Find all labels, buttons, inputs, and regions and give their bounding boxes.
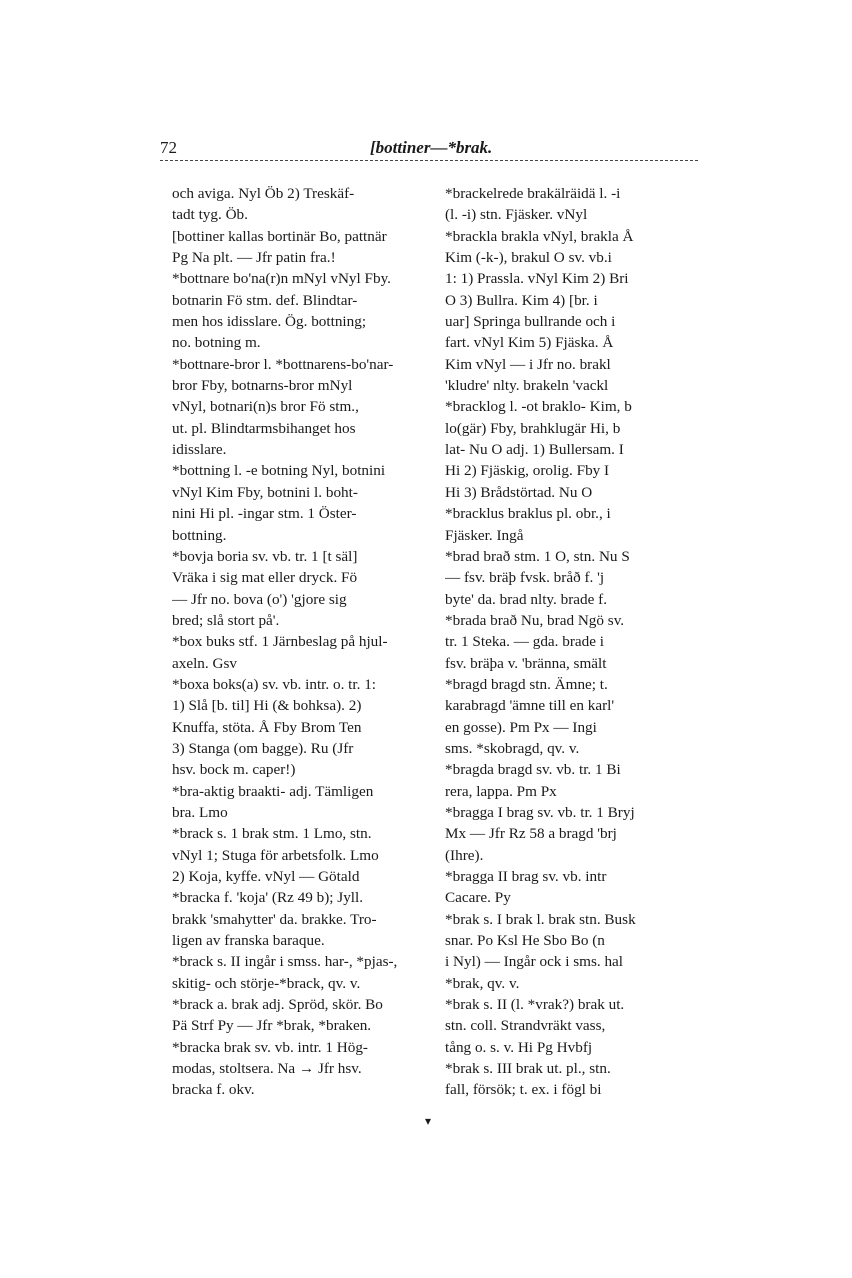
entry-line: *brack s. 1 brak stm. 1 Lmo, stn. (172, 825, 372, 843)
entry-line: Hi 2) Fjäskig, orolig. Fby I (445, 462, 610, 480)
right-column (445, 183, 700, 1101)
entry-line: brakk 'smahytter' da. brakke. Tro- (172, 910, 377, 928)
entry-line: modas, stoltsera. Na → Jfr hsv. (172, 1060, 362, 1078)
entry-line: *bragda bragd sv. vb. tr. 1 Bi (445, 761, 621, 779)
entry-line: bror Fby, botnarns-bror mNyl (172, 377, 353, 395)
entry-line: Cacare. Py (445, 889, 511, 907)
entry-line: nini Hi pl. -ingar stm. 1 Öster- (172, 505, 357, 523)
entry-line: Kim vNyl — i Jfr no. brakl (445, 355, 611, 373)
entry-line: idisslare. (172, 441, 227, 459)
entry-line: *bragga II brag sv. vb. intr (445, 868, 607, 885)
entry-line: *bottnare bo'na(r)n mNyl vNyl Fby. (172, 270, 391, 288)
entry-line: Knuffa, stöta. Å Fby Brom Ten (172, 718, 362, 736)
entry-line: *brackla brakla vNyl, brakla Å (445, 227, 634, 245)
entry-line: snar. Po Ksl He Sbo Bo (n (445, 932, 605, 950)
entry-line: tadt tyg. Öb. (172, 206, 248, 224)
footer-mark: ▾ (425, 1114, 432, 1128)
entry-line: bred; slå stort på'. (172, 611, 280, 629)
entry-line: 2) Koja, kyffe. vNyl — Götald (172, 868, 360, 885)
entry-line: bracka f. okv. (172, 1081, 255, 1099)
entry-line: Hi 3) Brådstörtad. Nu O (445, 483, 593, 501)
entry-line: *bottnare-bror l. *bottnarens-bo'nar- (172, 355, 394, 373)
entry-line: Fjäsker. Ingå (445, 526, 524, 544)
entry-line: fsv. bräþa v. 'bränna, smält (445, 654, 607, 672)
entry-line: Pg Na plt. — Jfr patin fra.! (172, 249, 336, 267)
entry-line: 3) Stanga (om bagge). Ru (Jfr (172, 739, 354, 757)
entry-line: uar] Springa bullrande och i (445, 313, 616, 331)
entry-line: men hos idisslare. Ög. bottning; (172, 313, 367, 331)
entry-line: bottning. (172, 526, 227, 544)
entry-line: Pä Strf Py — Jfr *brak, *braken. (172, 1017, 372, 1035)
entry-line: Kim (-k-), brakul O sv. vb.i (445, 249, 612, 267)
entry-line: i Nyl) — Ingår ock i sms. hal (445, 953, 624, 971)
entry-line: lo(gär) Fby, brahklugär Hi, b (445, 419, 621, 437)
entry-line: *brack s. II ingår i smss. har-, *pjas-, (172, 953, 398, 971)
entry-line: *bottning l. -e botning Nyl, botnini (172, 462, 386, 480)
entry-line: *brak s. III brak ut. pl., stn. (445, 1060, 611, 1078)
entry-line: *bracklus braklus pl. obr., i (445, 505, 611, 523)
page-number: 72 (160, 138, 177, 157)
entry-line: tång o. s. v. Hi Pg Hvbfj (445, 1038, 593, 1056)
entry-line: *box buks stf. 1 Järnbeslag på hjul- (172, 633, 388, 651)
entry-line: O 3) Bullra. Kim 4) [br. i (445, 291, 598, 309)
entry-line: *brack a. brak adj. Spröd, skör. Bo (172, 996, 383, 1014)
entry-line: *bra-aktig braakti- adj. Tämligen (172, 782, 374, 800)
entry-line: stn. coll. Strandvräkt vass, (445, 1017, 606, 1035)
entry-line: vNyl 1; Stuga för arbetsfolk. Lmo (172, 846, 379, 864)
entry-line: Mx — Jfr Rz 58 a bragd 'brj (445, 825, 617, 843)
entry-line: botnarin Fö stm. def. Blindtar- (172, 291, 358, 309)
entry-line: — fsv. bräþ fvsk. bråð f. 'j (445, 569, 605, 587)
left-column (172, 183, 430, 1101)
entry-line: *bracka brak sv. vb. intr. 1 Hög- (172, 1038, 368, 1056)
entry-line: *boxa boks(a) sv. vb. intr. o. tr. 1: (172, 675, 377, 693)
entry-line: hsv. bock m. caper!) (172, 761, 296, 779)
entry-line: rera, lappa. Pm Px (445, 782, 557, 800)
running-header: [bottiner—*brak. (370, 138, 493, 157)
entry-line: *brad brað stm. 1 O, stn. Nu S (445, 547, 630, 565)
entry-line: *bragd bragd stn. Ämne; t. (445, 675, 608, 693)
entry-line: (l. -i) stn. Fjäsker. vNyl (445, 206, 588, 224)
entry-line: 1: 1) Prassla. vNyl Kim 2) Bri (445, 270, 629, 288)
entry-line: vNyl Kim Fby, botnini l. boht- (172, 483, 358, 501)
entry-line: vNyl, botnari(n)s bror Fö stm., (172, 398, 359, 416)
entry-line: Vräka i sig mat eller dryck. Fö (172, 569, 358, 587)
entry-line: 1) Slå [b. til] Hi (& bohksa). 2) (172, 697, 362, 715)
entry-line: no. botning m. (172, 334, 261, 352)
entry-line: *brada brað Nu, brad Ngö sv. (445, 611, 625, 629)
entry-line: *brackelrede brakälräidä l. -i (445, 185, 621, 202)
entry-line: *brak s. II (l. *vrak?) brak ut. (445, 996, 625, 1014)
entry-line: tr. 1 Steka. — gda. brade i (445, 633, 605, 651)
entry-line: bra. Lmo (172, 803, 228, 821)
entry-line: skitig- och störje-*brack, qv. v. (172, 974, 361, 992)
entry-line: *brak, qv. v. (445, 974, 520, 992)
entry-line: sms. *skobragd, qv. v. (445, 739, 580, 757)
entry-line: — Jfr no. bova (o') 'gjore sig (172, 590, 347, 608)
entry-line: och aviga. Nyl Öb 2) Treskäf- (172, 185, 355, 202)
header-rule (160, 160, 698, 161)
entry-line: ut. pl. Blindtarmsbihanget hos (172, 419, 356, 437)
entry-line: lat- Nu O adj. 1) Bullersam. I (445, 441, 624, 459)
entry-line: fall, försök; t. ex. i fögl bi (445, 1081, 602, 1099)
entry-line: karabragd 'ämne till en karl' (445, 697, 615, 715)
entry-line: axeln. Gsv (172, 654, 237, 672)
entry-line: *brak s. I brak l. brak stn. Busk (445, 910, 636, 928)
entry-line: ligen av franska baraque. (172, 932, 325, 950)
entry-line: (Ihre). (445, 846, 484, 864)
entry-line: fart. vNyl Kim 5) Fjäska. Å (445, 334, 614, 352)
entry-line: byte' da. brad nlty. brade f. (445, 590, 608, 608)
entry-line: en gosse). Pm Px — Ingi (445, 718, 597, 736)
entry-line: *bovja boria sv. vb. tr. 1 [t säl] (172, 547, 358, 565)
entry-line: *bracka f. 'koja' (Rz 49 b); Jyll. (172, 889, 364, 907)
entry-line: [bottiner kallas bortinär Bo, pattnär (172, 227, 387, 245)
entry-line: 'kludre' nlty. brakeln 'vackl (445, 377, 609, 395)
entry-line: *bragga I brag sv. vb. tr. 1 Bryj (445, 803, 635, 821)
entry-line: *bracklog l. -ot braklo- Kim, b (445, 398, 632, 416)
